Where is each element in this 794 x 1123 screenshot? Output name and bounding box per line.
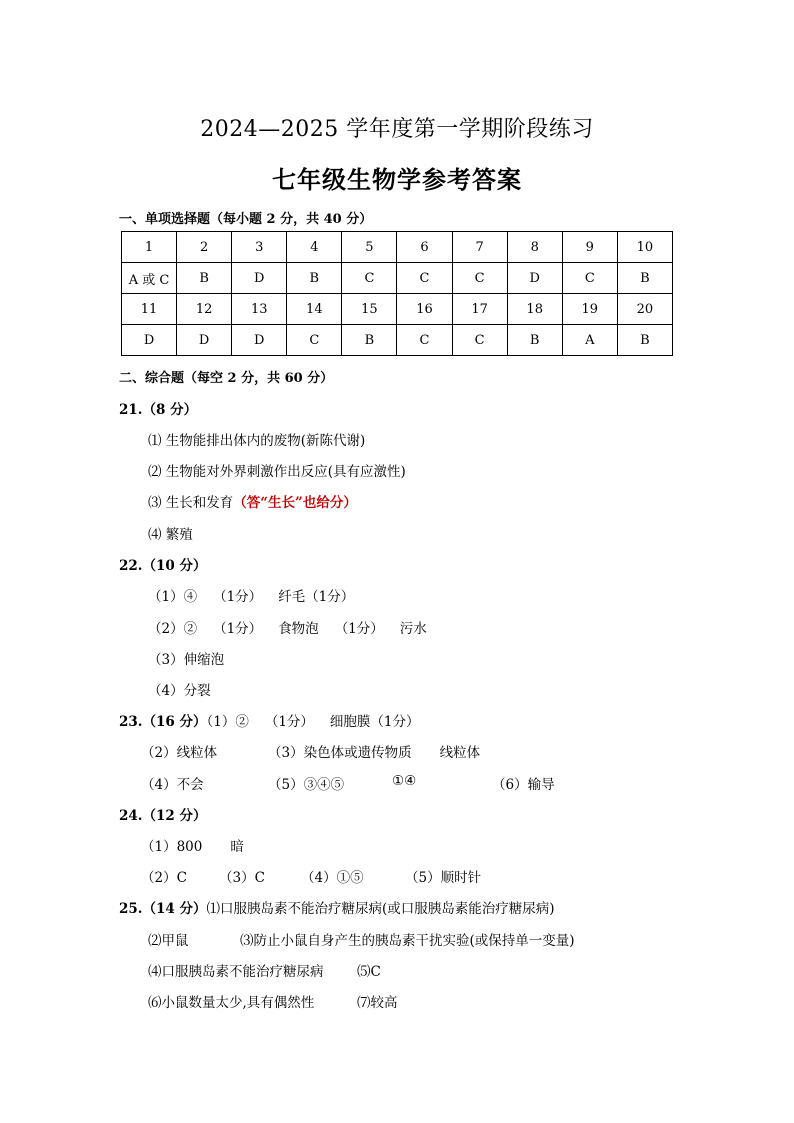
q24-answer-1a: （1）800 [141,839,203,855]
answer-table-row [122,325,673,356]
q25-line-1 [119,897,555,917]
q21-heading: 21.（8 分） [119,402,198,418]
q22-answer-1a: （1）④ [148,589,198,605]
answer-cell: C [287,325,342,356]
question-number-cell: 17 [452,294,507,325]
q23-answer-6: （6）输导 [492,777,555,793]
q21-answer-3-text: ⑶ 生长和发育 [148,495,234,511]
q21-answer-3 [148,491,357,511]
question-number-cell: 14 [287,294,342,325]
answer-cell: D [232,325,287,356]
q24-answer-2: （2）C [141,870,187,886]
q21-answer-3-note: （答“生长”也给分） [233,495,357,511]
answer-cell: A 或 C [122,263,177,294]
question-number-cell: 19 [562,294,617,325]
q25-answer-1: ⑴口服胰岛素不能治疗糖尿病(或口服胰岛素能治疗糖尿病) [206,901,555,917]
q24-answer-1 [141,835,244,855]
question-number-cell: 5 [342,232,397,263]
answer-cell: D [232,263,287,294]
answer-cell: D [177,325,232,356]
q23-answer-1b: （1分） [264,714,314,730]
q23-answer-3a: （3）染色体或遗传物质 [268,745,412,761]
answer-cell: D [122,325,177,356]
answer-cell: C [562,263,617,294]
answer-cell: B [177,263,232,294]
question-number-cell: 15 [342,294,397,325]
q22-answer-2e: 污水 [399,621,427,637]
q22-answer-2d: （1分） [334,621,384,637]
q22-answer-2b: （1分） [213,621,263,637]
q24-answer-3: （3）C [219,870,265,886]
question-number-cell: 3 [232,232,287,263]
question-number-cell: 16 [397,294,452,325]
question-number-cell: 10 [617,232,672,263]
q25-heading: 25.（14 分） [119,901,207,917]
q21-answer-2: ⑵ 生物能对外界刺激作出反应(具有应激性) [148,464,406,480]
q23-answer-2: （2）线粒体 [141,745,218,761]
q25-answer-2: ⑵甲鼠 [148,933,189,949]
q22-answer-1c: 纤毛（1分） [278,589,355,605]
q21-answer-1: ⑴ 生物能排出体内的废物(新陈代谢) [148,433,366,449]
q25-answer-6: ⑹小鼠数量太少,具有偶然性 [148,995,315,1011]
answer-cell: B [617,325,672,356]
answer-cell: C [452,263,507,294]
answer-cell: B [342,325,397,356]
document-title: 2024—2025 学年度第一学期阶段练习 [200,117,594,142]
q22-answer-3: （3）伸缩泡 [148,652,225,668]
question-number-cell: 8 [507,232,562,263]
q21-answer-4: ⑷ 繁殖 [148,527,193,543]
q23-answer-5a: （5）③④⑤ [268,777,345,793]
answer-cell: D [507,263,562,294]
question-number-cell: 9 [562,232,617,263]
answer-cell: C [397,325,452,356]
answer-table-row [122,294,673,325]
q23-answer-1c: 细胞膜（1分） [329,714,420,730]
section1-heading: 一、单项选择题（每小题 2 分，共 40 分） [119,212,373,227]
question-number-cell: 12 [177,294,232,325]
answer-table [121,231,673,356]
q23-answer-4: （4）不会 [141,777,204,793]
q23-answer-3b: 线粒体 [439,745,481,761]
question-number-cell: 11 [122,294,177,325]
q23-answer-3 [268,741,480,761]
question-number-cell: 2 [177,232,232,263]
q25-answer-4: ⑷口服胰岛素不能治疗糖尿病 [148,964,324,980]
q22-answer-2c: 食物泡 [278,621,319,637]
q22-answer-4: （4）分裂 [148,683,211,699]
question-number-cell: 4 [287,232,342,263]
question-number-cell: 6 [397,232,452,263]
q24-answer-4: （4）①⑤ [301,870,364,886]
answer-cell: B [287,263,342,294]
section2-heading: 二、综合题（每空 2 分，共 60 分） [119,371,334,386]
q22-answer-2 [148,617,427,637]
q23-line-1 [119,710,420,730]
q22-answer-1 [148,585,354,605]
answer-cell: C [452,325,507,356]
q22-answer-1b: （1分） [213,589,263,605]
q22-heading: 22.（10 分） [119,558,207,574]
question-number-cell: 18 [507,294,562,325]
answer-cell: B [507,325,562,356]
q25-answer-3: ⑶防止小鼠自身产生的胰岛素干扰实验(或保持单一变量) [240,933,575,949]
document-subtitle: 七年级生物学参考答案 [272,165,522,194]
q22-answer-2a: （2）② [148,621,198,637]
question-number-cell: 20 [617,294,672,325]
answer-cell: C [342,263,397,294]
q23-answer-5b: ①④ [392,773,417,789]
q24-heading: 24.（12 分） [119,808,207,824]
q24-answer-5: （5）顺时针 [405,870,482,886]
answer-cell: C [397,263,452,294]
q25-answer-5: ⑸C [357,964,381,980]
q23-heading: 23.（16 分） [119,714,207,730]
answer-cell: B [617,263,672,294]
question-number-cell: 13 [232,294,287,325]
question-number-cell: 1 [122,232,177,263]
answer-cell: A [562,325,617,356]
answer-table-row [122,263,673,294]
q24-answer-1b: 暗 [230,839,244,855]
question-number-cell: 7 [452,232,507,263]
answer-table-row [122,232,673,263]
q25-answer-7: ⑺较高 [357,995,398,1011]
q23-answer-1a: （1）② [206,714,249,730]
